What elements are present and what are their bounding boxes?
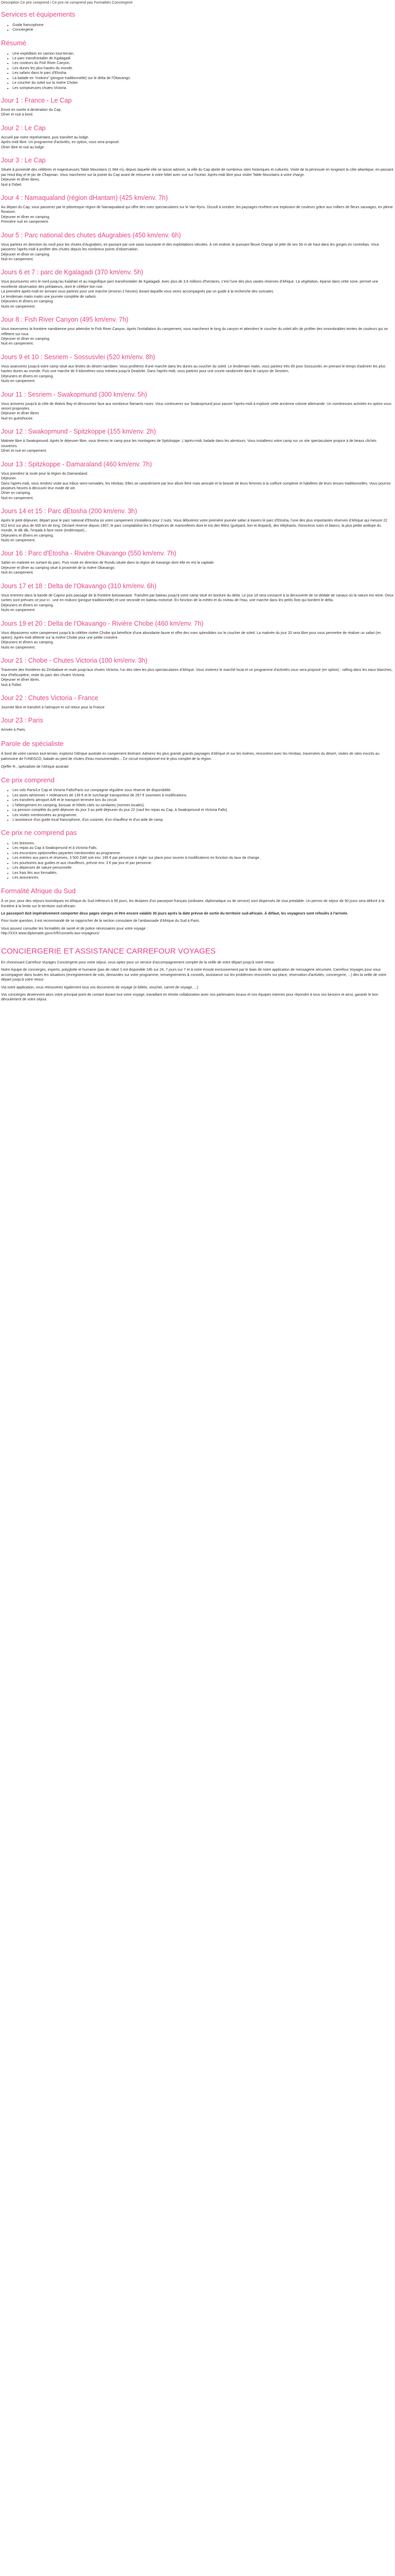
list-item: • La balade en "mokoro" (pirogue traditionnelle) sur le delta de l'Okavango. bbox=[13, 76, 394, 81]
day-title: Jour 13 : Spitzkoppe - Damaraland (460 km/env. 7h) bbox=[1, 460, 152, 468]
list-item: • Les taxes aériennes + redevances de 139 € et le surcharge transporteur de 267 € soumises à modifications. bbox=[13, 793, 394, 798]
list-item: • Guide francophone bbox=[13, 23, 394, 28]
day-item bbox=[1, 157, 394, 187]
excludes-section bbox=[1, 829, 394, 880]
excludes-title: Ce prix ne comprend pas bbox=[1, 829, 77, 837]
day-item bbox=[1, 124, 394, 150]
list-item: • Le coucher du soleil sur la rivière Chobe. bbox=[13, 81, 394, 85]
day-title: Jour 22 : Chutes Victoria - France bbox=[1, 694, 98, 702]
concierge-paragraph: Vos concierges deviennent alors votre principal point de contact durant tout votre voyage, travaillant en étroite collaboration avec nos partenaires locaux et nos équipes internes pour répondre à tous vos besoins et ainsi, garantir le bon déroulement de votre séjour. bbox=[1, 993, 378, 1002]
day-description: Vous avancerez jusqu'à votre camp situé aux limites du désert namibien. Vous profiterez d'une marche dans les dunes au coucher du soleil. Le lendemain matin, vous partirez très tôt pour Sossusvlei, en prenant le temps d'admirer les plus hautes dunes au monde. Puis une marche de 5 kilomètres vous mènera jusqu'à Deadvlei. Dans l'après-midi, vous partirez pour une courte randonnée dans le canyon de Sesriem. Déjeuners et dîners en camping. Nuits en campement. bbox=[1, 364, 386, 384]
day-item bbox=[1, 232, 394, 262]
day-title: Jour 5 : Parc national des chutes dAugrabies (450 km/env. 6h) bbox=[1, 231, 181, 239]
list-item: • Les somptueuses chutes Victoria. bbox=[13, 86, 394, 91]
day-item bbox=[1, 694, 394, 710]
day-item bbox=[1, 550, 394, 575]
day-item bbox=[1, 194, 394, 225]
day-description: Après le petit déjeuner, départ pour le parc national d'Etosha où votre campement s'installera pour 2 nuits. Vous débuterez votre première journée safari à travers le parc d'Etosha, l'une des plus importantes réserves d'Afrique qui mesure 22 912 km2 sur plus de 500 km de long. Déclaré réserve depuis 1907, le parc comptabilise les 5 d'espèces de mammifères dont le trio des félins (guépard, lion et léopard), des éléphants, rhinocéros noirs et blancs, la plus petite antilope du monde, le dik dik, l'impala à face noire (endémique)... Déjeuners et dîners en camping. Nuits en campement. bbox=[1, 519, 388, 542]
day-title: Jour 4 : Namaqualand (région dHantam) (425 km/env. 7h) bbox=[1, 194, 168, 201]
summary-list bbox=[1, 52, 394, 91]
summary-title: Résumé bbox=[1, 39, 27, 47]
day-description: Matinée libre à Swakopmund. Après le déjeuner libre, vous lèverez le camp pour les montagnes de Spitzkoppe. L'après-midi, balade dans les alentours. Vous installerez votre camp sur un site spectaculaire propice à de beaux clichés souvenirs. Dîner et nuit en campement. bbox=[1, 439, 377, 453]
day-description: Safari en matinée en sortant du parc. Puis route en direction de Rundu située dans la région de Kavango dont elle en est la capitale. Déjeuner et dîner au camping situé à proximité de la rivière Okavango. Nuit en campement. bbox=[1, 561, 215, 575]
list-item: • Les safaris dans le parc d'Etosha. bbox=[13, 71, 394, 75]
day-title: Jour 3 : Le Cap bbox=[1, 157, 46, 164]
day-item bbox=[1, 269, 394, 309]
day-item bbox=[1, 620, 394, 651]
day-description: Vous arriverez jusqu'à la côte de Walvis Bay et découvrirez face aux nombreux flamants roses. Vous continuerez sur Swakopmund pour passer l'après-midi à explorer cette ancienne colonie allemande. Un nombreuses activités en option vous seront proposées. Déjeuner et dîner libres Nuit en guesthouse. bbox=[1, 402, 392, 421]
list-item: • La pension complète du petit déjeuner du jour 3 au petit déjeuner du jour 22 (sauf les repas au Cap, à Swakopmund et Victoria Falls). bbox=[13, 808, 394, 813]
day-item bbox=[1, 507, 394, 543]
day-title: Jours 6 et 7 : parc de Kgalagadi (370 km/env. 5h) bbox=[1, 269, 143, 276]
list-item: • Les boissons. bbox=[13, 841, 394, 846]
day-title: Jours 14 et 15 : Parc dEtosha (200 km/env. 3h) bbox=[1, 507, 138, 515]
page bbox=[0, 1, 395, 1003]
day-item bbox=[1, 428, 394, 453]
list-item: • Le parc transfrontalier de Kgalagadi. bbox=[13, 56, 394, 61]
day-item bbox=[1, 391, 394, 422]
list-item: • Conciergerie bbox=[13, 28, 394, 32]
day-title: Jours 9 et 10 : Sesriem - Sossusvlei (520 km/env. 8h) bbox=[1, 353, 155, 361]
itinerary bbox=[1, 97, 394, 733]
formalities-link-paragraph: Vous pouvez consulter les formalités de santé et de police nécessaires pour votre voyage : http://XXX.www.diplomatie.gouv.fr/fr/conseils-aux-voyageurs/ bbox=[1, 927, 148, 936]
concierge-title: CONCIERGERIE ET ASSISTANCE CARREFOUR VOYAGES bbox=[1, 946, 216, 956]
list-item: • L'hébergement en camping, bivouac et hôtels cités ou similaires (normes locales). bbox=[13, 803, 394, 808]
day-title: Jour 11 : Sesriem - Swakopmund (300 km/env. 5h) bbox=[1, 390, 147, 398]
list-item: • Les pourboires aux guides et aux chauffeurs, prévoir env. 3 € par jour et par personne. bbox=[13, 861, 394, 866]
summary-section bbox=[1, 39, 394, 91]
day-item bbox=[1, 461, 394, 501]
day-description: Journée libre et transfert à l'aéroport et vol retour pour la France bbox=[1, 706, 105, 709]
day-item bbox=[1, 657, 394, 688]
day-item bbox=[1, 353, 394, 384]
list-item: • Les dépenses de nature personnelle. bbox=[13, 866, 394, 870]
formalities-section bbox=[1, 887, 394, 936]
day-title: Jour 16 : Parc d'Etosha - Rivière Okavango (550 km/env. 7h) bbox=[1, 550, 177, 557]
services-title: Services et équipements bbox=[1, 10, 76, 19]
day-description: Vous partirez en direction du nord pour les chutes d'Augrabies, en passant par une oasis luxuriante et des exploitations viticoles. À cet endroit, le puissant fleuve Orange se jette de ses 56 m de haut dans les gorges en contrebas. Vous passerez l'après-midi à profiter des chutes depuis les nombreux points d'observation. Déjeuner et dîner en camping. Nuit en campement. bbox=[1, 243, 379, 261]
day-title: Jour 2 : Le Cap bbox=[1, 124, 46, 132]
services-list bbox=[1, 23, 394, 33]
day-title: Jour 21 : Chobe - Chutes Victoria (100 km/env. 3h) bbox=[1, 657, 147, 665]
excludes-list bbox=[1, 841, 394, 881]
services-section bbox=[1, 10, 394, 32]
day-item bbox=[1, 316, 394, 347]
formalities-title: Formalité Afrique du Sud bbox=[1, 886, 76, 895]
concierge-paragraph: En choisissant Carrefour Voyages Conciergerie pour votre séjour, vous optez pour un service d'accompagnement complet de la veille de votre départ jusqu'à votre retour. bbox=[1, 960, 275, 965]
day-item bbox=[1, 582, 394, 613]
day-title: Jour 1 : France - Le Cap bbox=[1, 97, 72, 104]
day-description: Vous prendrez la route pour la région du Damaraland. Déjeuner. Dans l'après-midi, vous rendrez visite aux tribus semi-nomades, les Himbas. Elles se caractérisent par leur allure fière mais amicale et la beauté de leurs femmes à la coiffure complexe et habillées de leurs tenues traditionnelles. Vous pourrez plusieurs heures à découvrir leur mode de vie. Dîner en camping. Nuit en campement. bbox=[1, 472, 391, 500]
specialist-section bbox=[1, 740, 394, 770]
list-item: • Les vols Paris/Le Cap et Victoria Falls/Paris sur compagnie régulière sous réserve de disponibilité. bbox=[13, 788, 394, 793]
day-description: Vous traverserez la frontière namibienne pour atteindre le Fish River Canyon. Après l'installation du campement, vous marcherez le long du canyon et attendrez le coucher du soleil afin de profiter des innombrables teintes de couleurs qui se reflètent sur roux. Déjeuner et dîner en camping. Nuit en campement. bbox=[1, 327, 388, 346]
list-item: • Les frais liés aux formalités. bbox=[13, 871, 394, 875]
formalities-paragraph: À ce jour, pour des séjours touristiques en Afrique du Sud inférieurs à 90 jours, les titulaires d'un passeport français (ordinaire, diplomatique ou de service) sont dispensés de visa préalable. Un permis de séjour de 90 jours sera délivré à la frontière à la limite sur le territoire sud-africain. bbox=[1, 899, 385, 908]
list-item: • Les transferts aéroport A/R et le transport terrestre lors du circuit. bbox=[13, 798, 394, 803]
day-title: Jour 23 : Paris bbox=[1, 717, 43, 725]
day-description: Envol en soirée à destination du Cap. Dîner et nuit à bord. bbox=[1, 108, 62, 117]
formalities-paragraph: Pour toute question, il est recommandé de se rapprocher de la section consulaire de l'ambassade d'Afrique du Sud à Paris. bbox=[1, 919, 200, 923]
day-title: Jour 8 : Fish River Canyon (495 km/env. 7h) bbox=[1, 316, 129, 324]
list-item: • Les repas au Cap à Swakopmund et à Victoria Falls. bbox=[13, 846, 394, 851]
day-description: Traversée des frontières du Zimbabwe et route jusqu'aux chutes Victoria, l'un des sites les plus spectaculaires d'Afrique. Vous visiterez le marché local et un programme d'activités vous sera proposé (en option) : rafting dans les eaux blanches, tour d'hélicoptère, visite du parc des chutes Victoria. Déjeuner et dîner libres. Nuit à l'hôtel. bbox=[1, 668, 393, 687]
day-title: Jours 19 et 20 : Delta de l'Okavango - Rivière Chobe (460 km/env. 7h) bbox=[1, 619, 204, 627]
list-item: • Les couleurs du Fish River Canyon. bbox=[13, 61, 394, 66]
day-description: Arrivée à Paris. bbox=[1, 728, 26, 732]
list-item: • L'assistance d'un guide local francophone, d'un cuisinier, d'un chauffeur et d'un aide de camp. bbox=[13, 818, 394, 822]
day-title: Jours 17 et 18 : Delta de l'Okavango (310 km/env. 6h) bbox=[1, 582, 157, 590]
list-item: • Les assurances. bbox=[13, 875, 394, 880]
day-item bbox=[1, 97, 394, 118]
concierge-paragraph: Via votre application, vous retrouverez également tous vos documents de voyage (e-billets, voucher, carnet de voyage, ...) bbox=[1, 985, 199, 989]
day-item bbox=[1, 717, 394, 732]
day-description: Accueil par notre représentant, puis transfert au lodge. Après-midi libre. Un programme d'activités, en option, vous sera proposé. Dîner libre et nuit au lodge. bbox=[1, 135, 120, 149]
day-description: Vous entrerez dans la bande de Caprivi puis passage de la frontière botswanaise. Transfert par bateau jusqu'à votre camp situé en bordure du delta. Le jour 18 sera consacré à la découverte de ce dédale de canaux où la nature est reine. Deux sorties sont prévues ce jour-ci : une en mokoro (pirogue traditionnelle) et une seconde en bateau motorisé. En fonction de la météo et du niveau de l'eau, une marche dans les petits îlots qui bordent le delta. Déjeuners et dîners en camping. Nuits en campement. bbox=[1, 593, 394, 613]
list-item: • Une expédition en camion tout-terrain. bbox=[13, 52, 394, 56]
top-description: Description Ce prix comprend / Ce prix ne comprend pas Formalités Conciergerie bbox=[1, 1, 133, 5]
list-item: • Les entrées aux parcs et réserves, 3 500 ZAR soit env. 195 € par personne à régler sur place pour soumis à modifications en fonction du taux de change. bbox=[13, 856, 394, 860]
concierge-paragraph: Notre équipe de concierges, experts, polyglotte et humaine (pas de robot !) est disponible 24h sur 24, 7 jours sur 7 et à votre écoute exclusivement par le biais de notre application de messagerie sécurisée, Carrefour Voyages pour vous accompagner dans toutes les situations (enregistrement de vols, demandes sur votre programme, renseignements & conseils, assistance sur les problèmes rencontrés sur place, réservation d'activités, conciergerie, ...) dès la veille de votre départ jusqu'à votre retour. bbox=[1, 968, 387, 982]
specialist-signature: Djeffer R., spécialiste de l'Afrique australe bbox=[1, 765, 69, 769]
day-description: Au départ du Cap, vous passerez par le pittoresque région de Namaqualand qui offre des vues spectaculaires sur le Van Ryns. Dissolt à octobre, les paysages revêtent une explosion de couleurs grâce aux milliers de fleurs sauvages, en pleine floraison. Déjeuner et dîner en camping. Première nuit en campement. bbox=[1, 205, 393, 224]
list-item: • Les visites mentionnées au programme. bbox=[13, 813, 394, 818]
concierge-section bbox=[1, 947, 394, 1003]
includes-title: Ce prix comprend bbox=[1, 776, 55, 784]
specialist-title: Parole de spécialiste bbox=[1, 739, 64, 747]
includes-list bbox=[1, 788, 394, 822]
list-item: • Les dunes les plus hautes du monde. bbox=[13, 66, 394, 71]
includes-section bbox=[1, 776, 394, 823]
day-description: Vous poursuivrez vers le nord jusqu'au Kalahari et au magnifique parc transfrontalier de Kgalagadi. Avec plus de 3,6 millions d'hectares, c'est l'une des plus vastes réserves d'Afrique. La végétation, éparse dans cette zone, permet une excellente observation des prédateurs, dont le célèbre lion noir. La première après-midi en arrivant vous partirez pour une marche (environ 2 heures) durant laquelle vous serez accompagnés par un guide à la recherche des suricates. Le lendemain matin matin une journée complète de safaris. Déjeuners et dîners en camping. Nuits en campement. bbox=[1, 280, 378, 309]
day-description: Vous dépasserez votre campement jusqu'à la célèbre rivière Chobe qui bénéficie d'une abondante faune et offre des vues splendides sur le coucher de soleil. La matinée du jour 20 sera libre pour vous permettre de réaliser un safari (en option). Après-midi détente sur la rivière Chobe pour une petite croisière. Déjeuners et dîners au camping. Nuits en campement. bbox=[1, 631, 381, 650]
day-title: Jour 12 : Swakopmund - Spitzkoppe (155 km/env. 2h) bbox=[1, 428, 156, 436]
specialist-text: À bord de votre camion tout-terrain, explorez l'Afrique australe en campement itinérant. Admirez les plus grands grands paysages d'Afrique et sur les rivières, rencontrez avec les Himbas, traversées du désert, visites de sites inscrits au patrimoine de l'UNESCO, balade au pied de chutes d'eau monumentales... Ce circuit exceptionnel est le plus complet de la région. bbox=[1, 752, 379, 761]
formalities-passport-warning: Le passeport doit impérativement comporter deux pages vierges et être encore valable 30 jours après la date prévue de sortie du territoire sud-africain. À défaut, les voyageurs sont refoulés à l'arrivée. bbox=[1, 912, 349, 916]
day-description: Située à proximité des célèbres et majestueuses Table Mountains (1 084 m), depuis laquelle elle se laisse admirer, la ville du Cap abrite de nombreux sites historiques et culturels. Visite de la péninsule en longeant la côte atlantique, en passant par Hout Bay et le pic de Chapman. Vous marcherez sur la pointe du Cap avant de retourner à votre hôtel avec vue sur l'océan. Après-midi libre pour visiter Table Mountains à votre charge. Déjeuner et dîner libres. Nuit à l'hôtel. bbox=[1, 168, 393, 187]
list-item: • Les excursions optionnelles payantes mentionnées au programme. bbox=[13, 851, 394, 856]
